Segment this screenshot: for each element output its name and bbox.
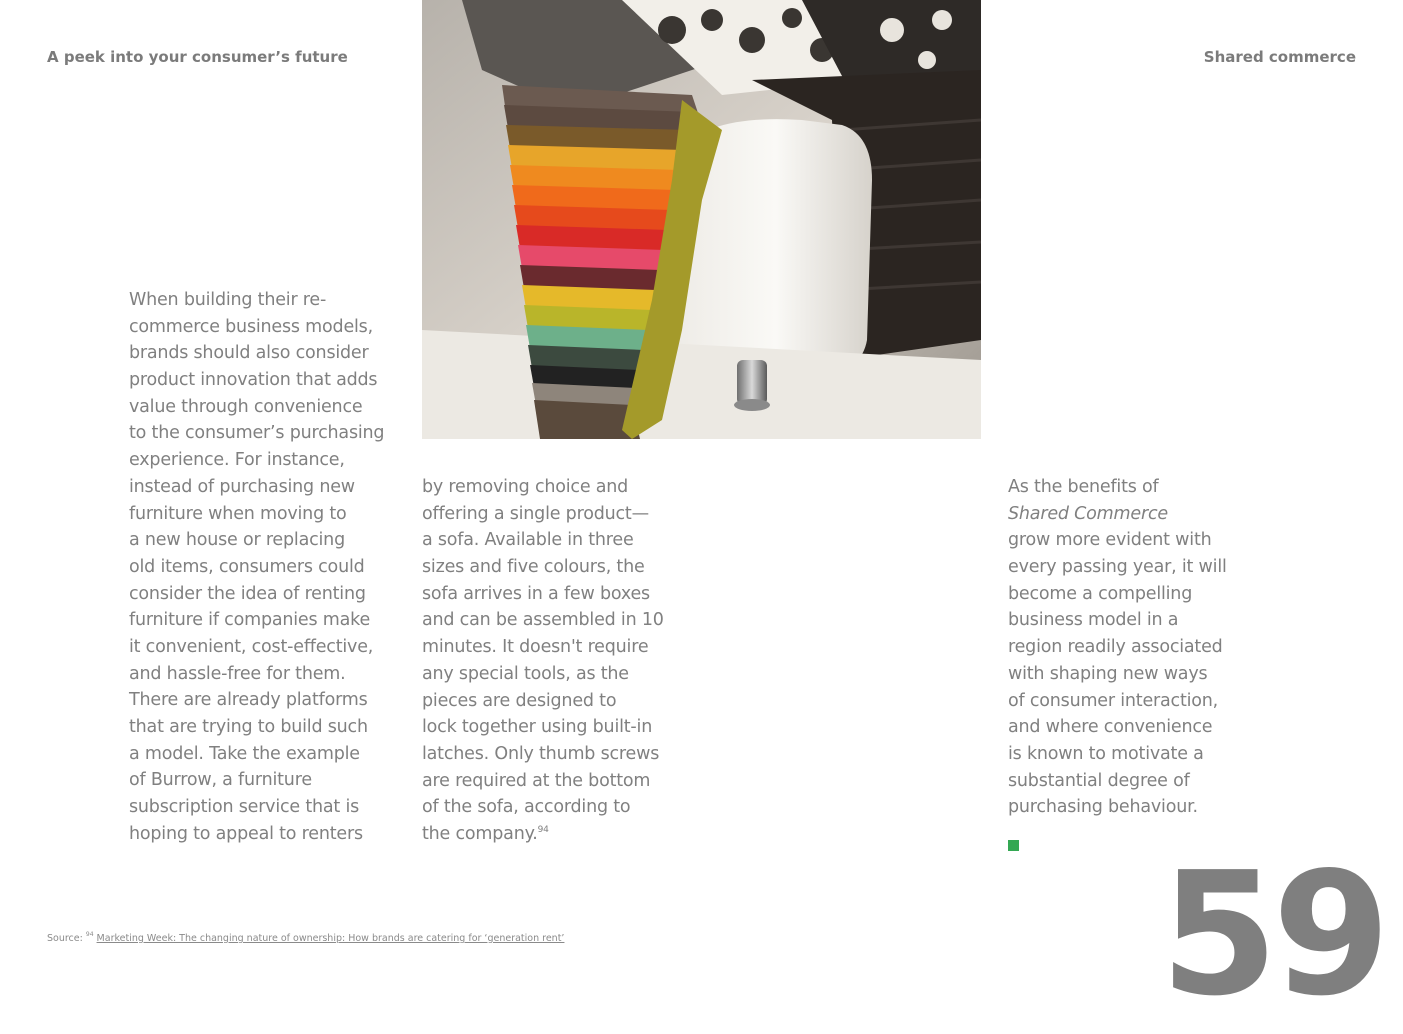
text-line: grow more evident with <box>1008 530 1212 551</box>
text-line: a model. Take the example <box>129 743 360 764</box>
source-footnote <box>47 933 564 944</box>
fabric-swatches-photo <box>422 0 981 439</box>
text-line: it convenient, cost-effective, <box>129 636 374 657</box>
text-line: a new house or replacing <box>129 530 345 551</box>
text-line: any special tools, as the <box>422 663 629 684</box>
footnote-reference[interactable]: 94 <box>537 824 549 835</box>
text-line: There are already platforms <box>129 690 368 711</box>
end-mark-square <box>1008 840 1019 851</box>
text-line-end: the company. <box>422 823 538 844</box>
text-line: hoping to appeal to renters <box>129 823 363 844</box>
text-line: are required at the bottom <box>422 770 651 791</box>
source-ref-number: 94 <box>85 931 94 938</box>
text-line: with shaping new ways <box>1008 663 1208 684</box>
sofa-swatches-illustration <box>422 0 981 439</box>
text-line: of the sofa, according to <box>422 797 631 818</box>
body-column-1 <box>129 287 384 847</box>
text-line: latches. Only thumb screws <box>422 743 660 764</box>
text-line: lock together using built-in <box>422 717 653 738</box>
text-line: furniture if companies make <box>129 610 371 631</box>
text-line: and where convenience <box>1008 717 1213 738</box>
source-link[interactable]: Marketing Week: The changing nature of ownership: How brands are catering for ‘generation rent’ <box>96 933 565 944</box>
body-column-2 <box>422 474 664 848</box>
text-line <box>422 821 664 848</box>
text-line: substantial degree of <box>1008 770 1190 791</box>
text-line: business model in a <box>1008 610 1179 631</box>
text-line: consider the idea of renting <box>129 583 366 604</box>
text-line: by removing choice and <box>422 477 629 497</box>
source-label: Source: <box>47 933 83 944</box>
running-header-right: Shared commerce <box>1203 48 1356 66</box>
running-header-left: A peek into your consumer’s future <box>47 48 348 66</box>
italic-term: Shared Commerce <box>1008 503 1168 524</box>
text-line: is known to motivate a <box>1008 743 1204 764</box>
text-line: value through convenience <box>129 396 363 417</box>
text-line: subscription service that is <box>129 797 360 818</box>
text-line: instead of purchasing new <box>129 476 355 497</box>
text-line: region readily associated <box>1008 637 1223 658</box>
text-line: brands should also consider <box>129 343 369 364</box>
text-line: and can be assembled in 10 <box>422 610 664 631</box>
text-line: of Burrow, a furniture <box>129 770 312 791</box>
text-line: to the consumer’s purchasing <box>129 423 385 444</box>
text-line: experience. For instance, <box>129 450 345 471</box>
text-line: sizes and five colours, the <box>422 557 645 578</box>
text-line: purchasing behaviour. <box>1008 797 1198 818</box>
text-line: product innovation that adds <box>129 370 378 391</box>
text-line: sofa arrives in a few boxes <box>422 583 650 604</box>
text-line: When building their re- <box>129 290 327 310</box>
text-line: commerce business models, <box>129 316 373 337</box>
text-line: become a compelling <box>1008 583 1193 604</box>
text-line: pieces are designed to <box>422 690 617 711</box>
text-line: furniture when moving to <box>129 503 347 524</box>
text-line: of consumer interaction, <box>1008 690 1219 711</box>
text-line: that are trying to build such <box>129 717 368 737</box>
text-line: and hassle-free for them. <box>129 663 346 684</box>
text-line: As the benefits of <box>1008 477 1159 497</box>
text-line: minutes. It doesn't require <box>422 637 649 658</box>
body-column-3 <box>1008 474 1227 821</box>
text-line: a sofa. Available in three <box>422 530 634 551</box>
text-line: offering a single product— <box>422 503 649 524</box>
page-number: 59 <box>1160 836 1385 1034</box>
text-line: every passing year, it will <box>1008 557 1227 578</box>
text-line: old items, consumers could <box>129 556 365 577</box>
